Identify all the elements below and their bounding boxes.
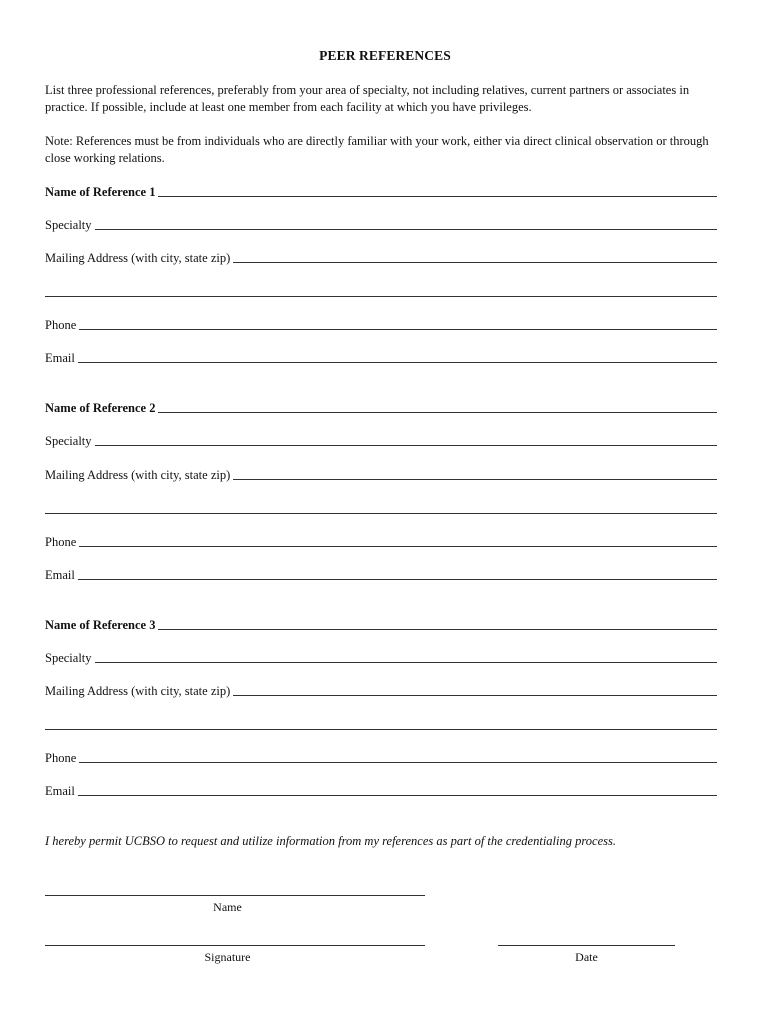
reference-2-email-label: Email [45, 568, 75, 582]
reference-3-email-line[interactable] [78, 795, 717, 796]
reference-1-specialty-field[interactable] [45, 217, 717, 233]
reference-1-email-field[interactable] [45, 350, 717, 366]
reference-3-address-field[interactable] [45, 683, 717, 699]
reference-2-phone-line[interactable] [79, 546, 717, 547]
reference-3-address-line[interactable] [233, 695, 717, 696]
reference-3-phone-line[interactable] [79, 762, 717, 763]
reference-2-specialty-line[interactable] [95, 445, 717, 446]
reference-1-address-line-2[interactable] [45, 284, 717, 300]
reference-1-email-label: Email [45, 351, 75, 365]
signature-caption: Signature [204, 950, 251, 964]
reference-3-specialty-field[interactable] [45, 650, 717, 666]
reference-2-address-field[interactable] [45, 467, 717, 483]
reference-2-name-label: Name of Reference 2 [45, 401, 156, 415]
reference-2-name-field[interactable] [45, 400, 717, 416]
reference-3-specialty-label: Specialty [45, 651, 92, 665]
reference-3-phone-field[interactable] [45, 750, 717, 766]
reference-1-name-label: Name of Reference 1 [45, 185, 156, 199]
reference-2-address-line-2-underline[interactable] [45, 513, 717, 514]
reference-1-specialty-line[interactable] [95, 229, 717, 230]
name-signature-line[interactable] [45, 895, 425, 896]
reference-1-specialty-label: Specialty [45, 218, 92, 232]
reference-3-phone-label: Phone [45, 751, 77, 765]
date-caption: Date [575, 950, 598, 964]
reference-1-email-line[interactable] [78, 362, 717, 363]
reference-3-name-line[interactable] [158, 629, 717, 630]
reference-2-phone-field[interactable] [45, 534, 717, 550]
reference-3-address-line-2-underline[interactable] [45, 729, 717, 730]
reference-1-phone-label: Phone [45, 318, 77, 332]
reference-1-address-line[interactable] [233, 262, 717, 263]
reference-1-phone-line[interactable] [79, 329, 717, 330]
page-title: PEER REFERENCES [319, 48, 451, 63]
reference-2-email-line[interactable] [78, 579, 717, 580]
reference-1-address-field[interactable] [45, 250, 717, 266]
reference-2-name-line[interactable] [158, 412, 717, 413]
signature-line[interactable] [45, 945, 425, 946]
reference-3-specialty-line[interactable] [95, 662, 717, 663]
reference-3-email-field[interactable] [45, 783, 717, 799]
reference-3-name-label: Name of Reference 3 [45, 618, 156, 632]
reference-2-specialty-label: Specialty [45, 434, 92, 448]
reference-2-address-line[interactable] [233, 479, 717, 480]
reference-1-address-line-2-underline[interactable] [45, 296, 717, 297]
intro-paragraph: List three professional references, preferably from your area of specialty, not including relatives, current partners or associates in practice. If possible, include at least one member from each facility at which you have privileges. [45, 83, 690, 114]
reference-1-phone-field[interactable] [45, 317, 717, 333]
reference-3-name-field[interactable] [45, 617, 717, 633]
reference-3-email-label: Email [45, 784, 75, 798]
reference-3-address-label: Mailing Address (with city, state zip) [45, 684, 231, 698]
reference-2-phone-label: Phone [45, 535, 77, 549]
reference-2-specialty-field[interactable] [45, 433, 717, 449]
reference-2-email-field[interactable] [45, 567, 717, 583]
date-line[interactable] [498, 945, 675, 946]
reference-1-address-label: Mailing Address (with city, state zip) [45, 251, 231, 265]
reference-2-address-label: Mailing Address (with city, state zip) [45, 468, 231, 482]
name-caption: Name [213, 900, 242, 914]
note-paragraph: Note: References must be from individuals who are directly familiar with your work, either via direct clinical observation or through close working relations. [45, 134, 709, 165]
reference-1-name-line[interactable] [158, 196, 717, 197]
reference-2-address-line-2[interactable] [45, 501, 717, 517]
reference-1-name-field[interactable] [45, 184, 717, 200]
consent-statement: I hereby permit UCBSO to request and utilize information from my references as part of the credentialing process. [45, 834, 616, 848]
reference-3-address-line-2[interactable] [45, 717, 717, 733]
